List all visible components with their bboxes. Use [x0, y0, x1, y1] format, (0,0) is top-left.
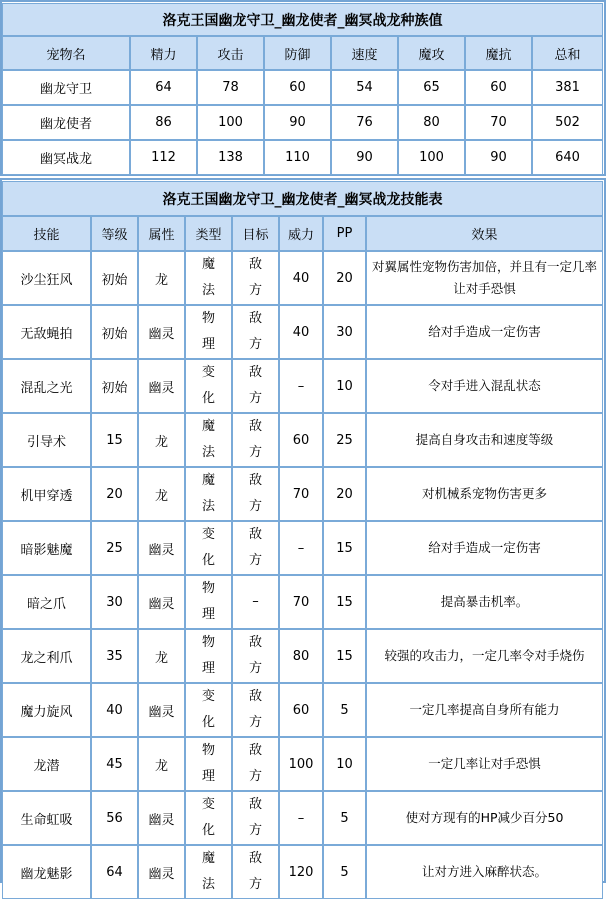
skill-type-cell: 魔 法 — [185, 845, 232, 899]
stat-value-cell: 86 — [130, 105, 197, 140]
skills-header-row — [2, 216, 603, 251]
skill-attribute-cell: 幽灵 — [138, 845, 185, 899]
skill-row — [2, 251, 603, 305]
stat-value-cell: 60 — [264, 70, 331, 105]
skill-attribute-cell: 幽灵 — [138, 791, 185, 845]
skills-table-title: 洛克王国幽龙守卫_幽龙使者_幽冥战龙技能表 — [2, 181, 603, 216]
skill-effect-cell: 对机械系宠物伤害更多 — [366, 467, 603, 521]
skill-pp-cell: 5 — [323, 845, 366, 899]
stat-value-cell: 76 — [331, 105, 398, 140]
skill-target-cell: 敌 方 — [232, 359, 279, 413]
skill-level-cell: 初始 — [91, 359, 138, 413]
skill-row — [2, 683, 603, 737]
skill-name-cell: 龙之利爪 — [2, 629, 91, 683]
stat-value-cell: 112 — [130, 140, 197, 175]
skill-attribute-cell: 幽灵 — [138, 305, 185, 359]
skill-power-cell: 120 — [279, 845, 323, 899]
skill-target-cell: 敌 方 — [232, 791, 279, 845]
stats-header-cell: 精力 — [130, 36, 197, 70]
skill-level-cell: 20 — [91, 467, 138, 521]
skill-power-cell: 80 — [279, 629, 323, 683]
skill-target-cell: 敌 方 — [232, 629, 279, 683]
skill-type-cell: 物 理 — [185, 629, 232, 683]
skills-header-cell: PP — [323, 216, 366, 251]
skill-target-cell: 敌 方 — [232, 737, 279, 791]
skill-pp-cell: 15 — [323, 629, 366, 683]
skill-row — [2, 737, 603, 791]
skill-attribute-cell: 幽灵 — [138, 683, 185, 737]
skill-type-cell: 变 化 — [185, 359, 232, 413]
skill-attribute-cell: 龙 — [138, 467, 185, 521]
skill-power-cell: – — [279, 521, 323, 575]
skill-target-cell: 敌 方 — [232, 467, 279, 521]
skill-attribute-cell: 幽灵 — [138, 359, 185, 413]
stat-value-cell: 78 — [197, 70, 264, 105]
skill-target-cell: – — [232, 575, 279, 629]
skill-effect-cell: 给对手造成一定伤害 — [366, 305, 603, 359]
skill-row — [2, 791, 603, 845]
skill-name-cell: 幽龙魅影 — [2, 845, 91, 899]
skill-attribute-cell: 幽灵 — [138, 521, 185, 575]
skill-power-cell: – — [279, 359, 323, 413]
skill-pp-cell: 20 — [323, 251, 366, 305]
skill-level-cell: 初始 — [91, 305, 138, 359]
skill-power-cell: – — [279, 791, 323, 845]
skill-row — [2, 467, 603, 521]
skill-type-cell: 物 理 — [185, 575, 232, 629]
skill-effect-cell: 使对方现有的HP减少百分50 — [366, 791, 603, 845]
skill-pp-cell: 10 — [323, 359, 366, 413]
skill-row — [2, 359, 603, 413]
stat-value-cell: 60 — [465, 70, 532, 105]
stat-value-cell: 640 — [532, 140, 603, 175]
skill-row — [2, 575, 603, 629]
skill-effect-cell: 对翼属性宠物伤害加倍，并且有一定几率让对手恐惧 — [366, 251, 603, 305]
skill-power-cell: 70 — [279, 467, 323, 521]
pet-name-cell: 幽龙使者 — [2, 105, 130, 140]
skill-pp-cell: 15 — [323, 575, 366, 629]
skills-header-cell: 等级 — [91, 216, 138, 251]
skill-level-cell: 25 — [91, 521, 138, 575]
skill-name-cell: 混乱之光 — [2, 359, 91, 413]
skills-table — [2, 181, 603, 899]
skills-header-cell: 效果 — [366, 216, 603, 251]
skill-pp-cell: 15 — [323, 521, 366, 575]
skill-effect-cell: 令对手进入混乱状态 — [366, 359, 603, 413]
skill-attribute-cell: 龙 — [138, 737, 185, 791]
skill-power-cell: 60 — [279, 683, 323, 737]
skills-header-cell: 类型 — [185, 216, 232, 251]
skill-attribute-cell: 龙 — [138, 629, 185, 683]
pet-name-cell: 幽冥战龙 — [2, 140, 130, 175]
skill-target-cell: 敌 方 — [232, 305, 279, 359]
skill-type-cell: 魔 法 — [185, 251, 232, 305]
stat-value-cell: 381 — [532, 70, 603, 105]
stat-value-cell: 80 — [398, 105, 465, 140]
skill-name-cell: 暗之爪 — [2, 575, 91, 629]
stat-value-cell: 502 — [532, 105, 603, 140]
skill-power-cell: 40 — [279, 305, 323, 359]
skill-level-cell: 40 — [91, 683, 138, 737]
stat-value-cell: 54 — [331, 70, 398, 105]
skill-name-cell: 龙潜 — [2, 737, 91, 791]
stats-header-cell: 宠物名 — [2, 36, 130, 70]
stat-value-cell: 70 — [465, 105, 532, 140]
skill-target-cell: 敌 方 — [232, 683, 279, 737]
stats-header-row — [2, 36, 603, 70]
skill-level-cell: 初始 — [91, 251, 138, 305]
skill-target-cell: 敌 方 — [232, 845, 279, 899]
skill-effect-cell: 给对手造成一定伤害 — [366, 521, 603, 575]
stats-row — [2, 70, 603, 105]
skill-level-cell: 30 — [91, 575, 138, 629]
skills-title-row — [2, 181, 603, 216]
stats-header-cell: 总和 — [532, 36, 603, 70]
stat-value-cell: 64 — [130, 70, 197, 105]
skill-row — [2, 629, 603, 683]
skill-level-cell: 64 — [91, 845, 138, 899]
skill-power-cell: 40 — [279, 251, 323, 305]
stat-value-cell: 65 — [398, 70, 465, 105]
skill-effect-cell: 让对方进入麻醉状态。 — [366, 845, 603, 899]
skill-name-cell: 暗影魅魔 — [2, 521, 91, 575]
skill-type-cell: 魔 法 — [185, 413, 232, 467]
skill-type-cell: 魔 法 — [185, 467, 232, 521]
stats-header-cell: 魔攻 — [398, 36, 465, 70]
skill-pp-cell: 30 — [323, 305, 366, 359]
stats-row — [2, 140, 603, 175]
skill-type-cell: 物 理 — [185, 305, 232, 359]
stats-header-cell: 魔抗 — [465, 36, 532, 70]
skill-row — [2, 521, 603, 575]
skill-level-cell: 56 — [91, 791, 138, 845]
stat-value-cell: 100 — [197, 105, 264, 140]
skills-header-cell: 属性 — [138, 216, 185, 251]
stat-value-cell: 138 — [197, 140, 264, 175]
stats-table-title: 洛克王国幽龙守卫_幽龙使者_幽冥战龙种族值 — [2, 3, 603, 36]
skill-power-cell: 70 — [279, 575, 323, 629]
skill-attribute-cell: 幽灵 — [138, 575, 185, 629]
skill-effect-cell: 一定几率让对手恐惧 — [366, 737, 603, 791]
skills-header-cell: 技能 — [2, 216, 91, 251]
skill-effect-cell: 一定几率提高自身所有能力 — [366, 683, 603, 737]
skill-name-cell: 生命虹吸 — [2, 791, 91, 845]
skill-row — [2, 305, 603, 359]
stats-header-cell: 攻击 — [197, 36, 264, 70]
skill-power-cell: 60 — [279, 413, 323, 467]
skill-attribute-cell: 龙 — [138, 251, 185, 305]
skill-target-cell: 敌 方 — [232, 521, 279, 575]
stats-table — [2, 3, 603, 175]
skill-level-cell: 45 — [91, 737, 138, 791]
skill-target-cell: 敌 方 — [232, 251, 279, 305]
skill-effect-cell: 提高暴击机率。 — [366, 575, 603, 629]
stats-row — [2, 105, 603, 140]
stat-value-cell: 90 — [465, 140, 532, 175]
stats-header-cell: 速度 — [331, 36, 398, 70]
stats-header-cell: 防御 — [264, 36, 331, 70]
skill-effect-cell: 提高自身攻击和速度等级 — [366, 413, 603, 467]
stats-title-row — [2, 3, 603, 36]
skill-attribute-cell: 龙 — [138, 413, 185, 467]
skill-row — [2, 845, 603, 899]
skill-name-cell: 无敌蝇拍 — [2, 305, 91, 359]
stat-value-cell: 110 — [264, 140, 331, 175]
skill-name-cell: 魔力旋风 — [2, 683, 91, 737]
skill-target-cell: 敌 方 — [232, 413, 279, 467]
skill-effect-cell: 较强的攻击力，一定几率令对手烧伤 — [366, 629, 603, 683]
skill-type-cell: 变 化 — [185, 521, 232, 575]
skill-name-cell: 沙尘狂风 — [2, 251, 91, 305]
skill-pp-cell: 25 — [323, 413, 366, 467]
skill-type-cell: 物 理 — [185, 737, 232, 791]
stat-value-cell: 90 — [331, 140, 398, 175]
stat-value-cell: 90 — [264, 105, 331, 140]
skill-name-cell: 引导术 — [2, 413, 91, 467]
skill-pp-cell: 5 — [323, 683, 366, 737]
skill-pp-cell: 20 — [323, 467, 366, 521]
skill-pp-cell: 5 — [323, 791, 366, 845]
skills-header-cell: 目标 — [232, 216, 279, 251]
skill-type-cell: 变 化 — [185, 683, 232, 737]
skills-header-cell: 威力 — [279, 216, 323, 251]
skill-power-cell: 100 — [279, 737, 323, 791]
skill-level-cell: 35 — [91, 629, 138, 683]
stat-value-cell: 100 — [398, 140, 465, 175]
skill-pp-cell: 10 — [323, 737, 366, 791]
skill-name-cell: 机甲穿透 — [2, 467, 91, 521]
pet-name-cell: 幽龙守卫 — [2, 70, 130, 105]
skill-row — [2, 413, 603, 467]
skill-type-cell: 变 化 — [185, 791, 232, 845]
skill-level-cell: 15 — [91, 413, 138, 467]
